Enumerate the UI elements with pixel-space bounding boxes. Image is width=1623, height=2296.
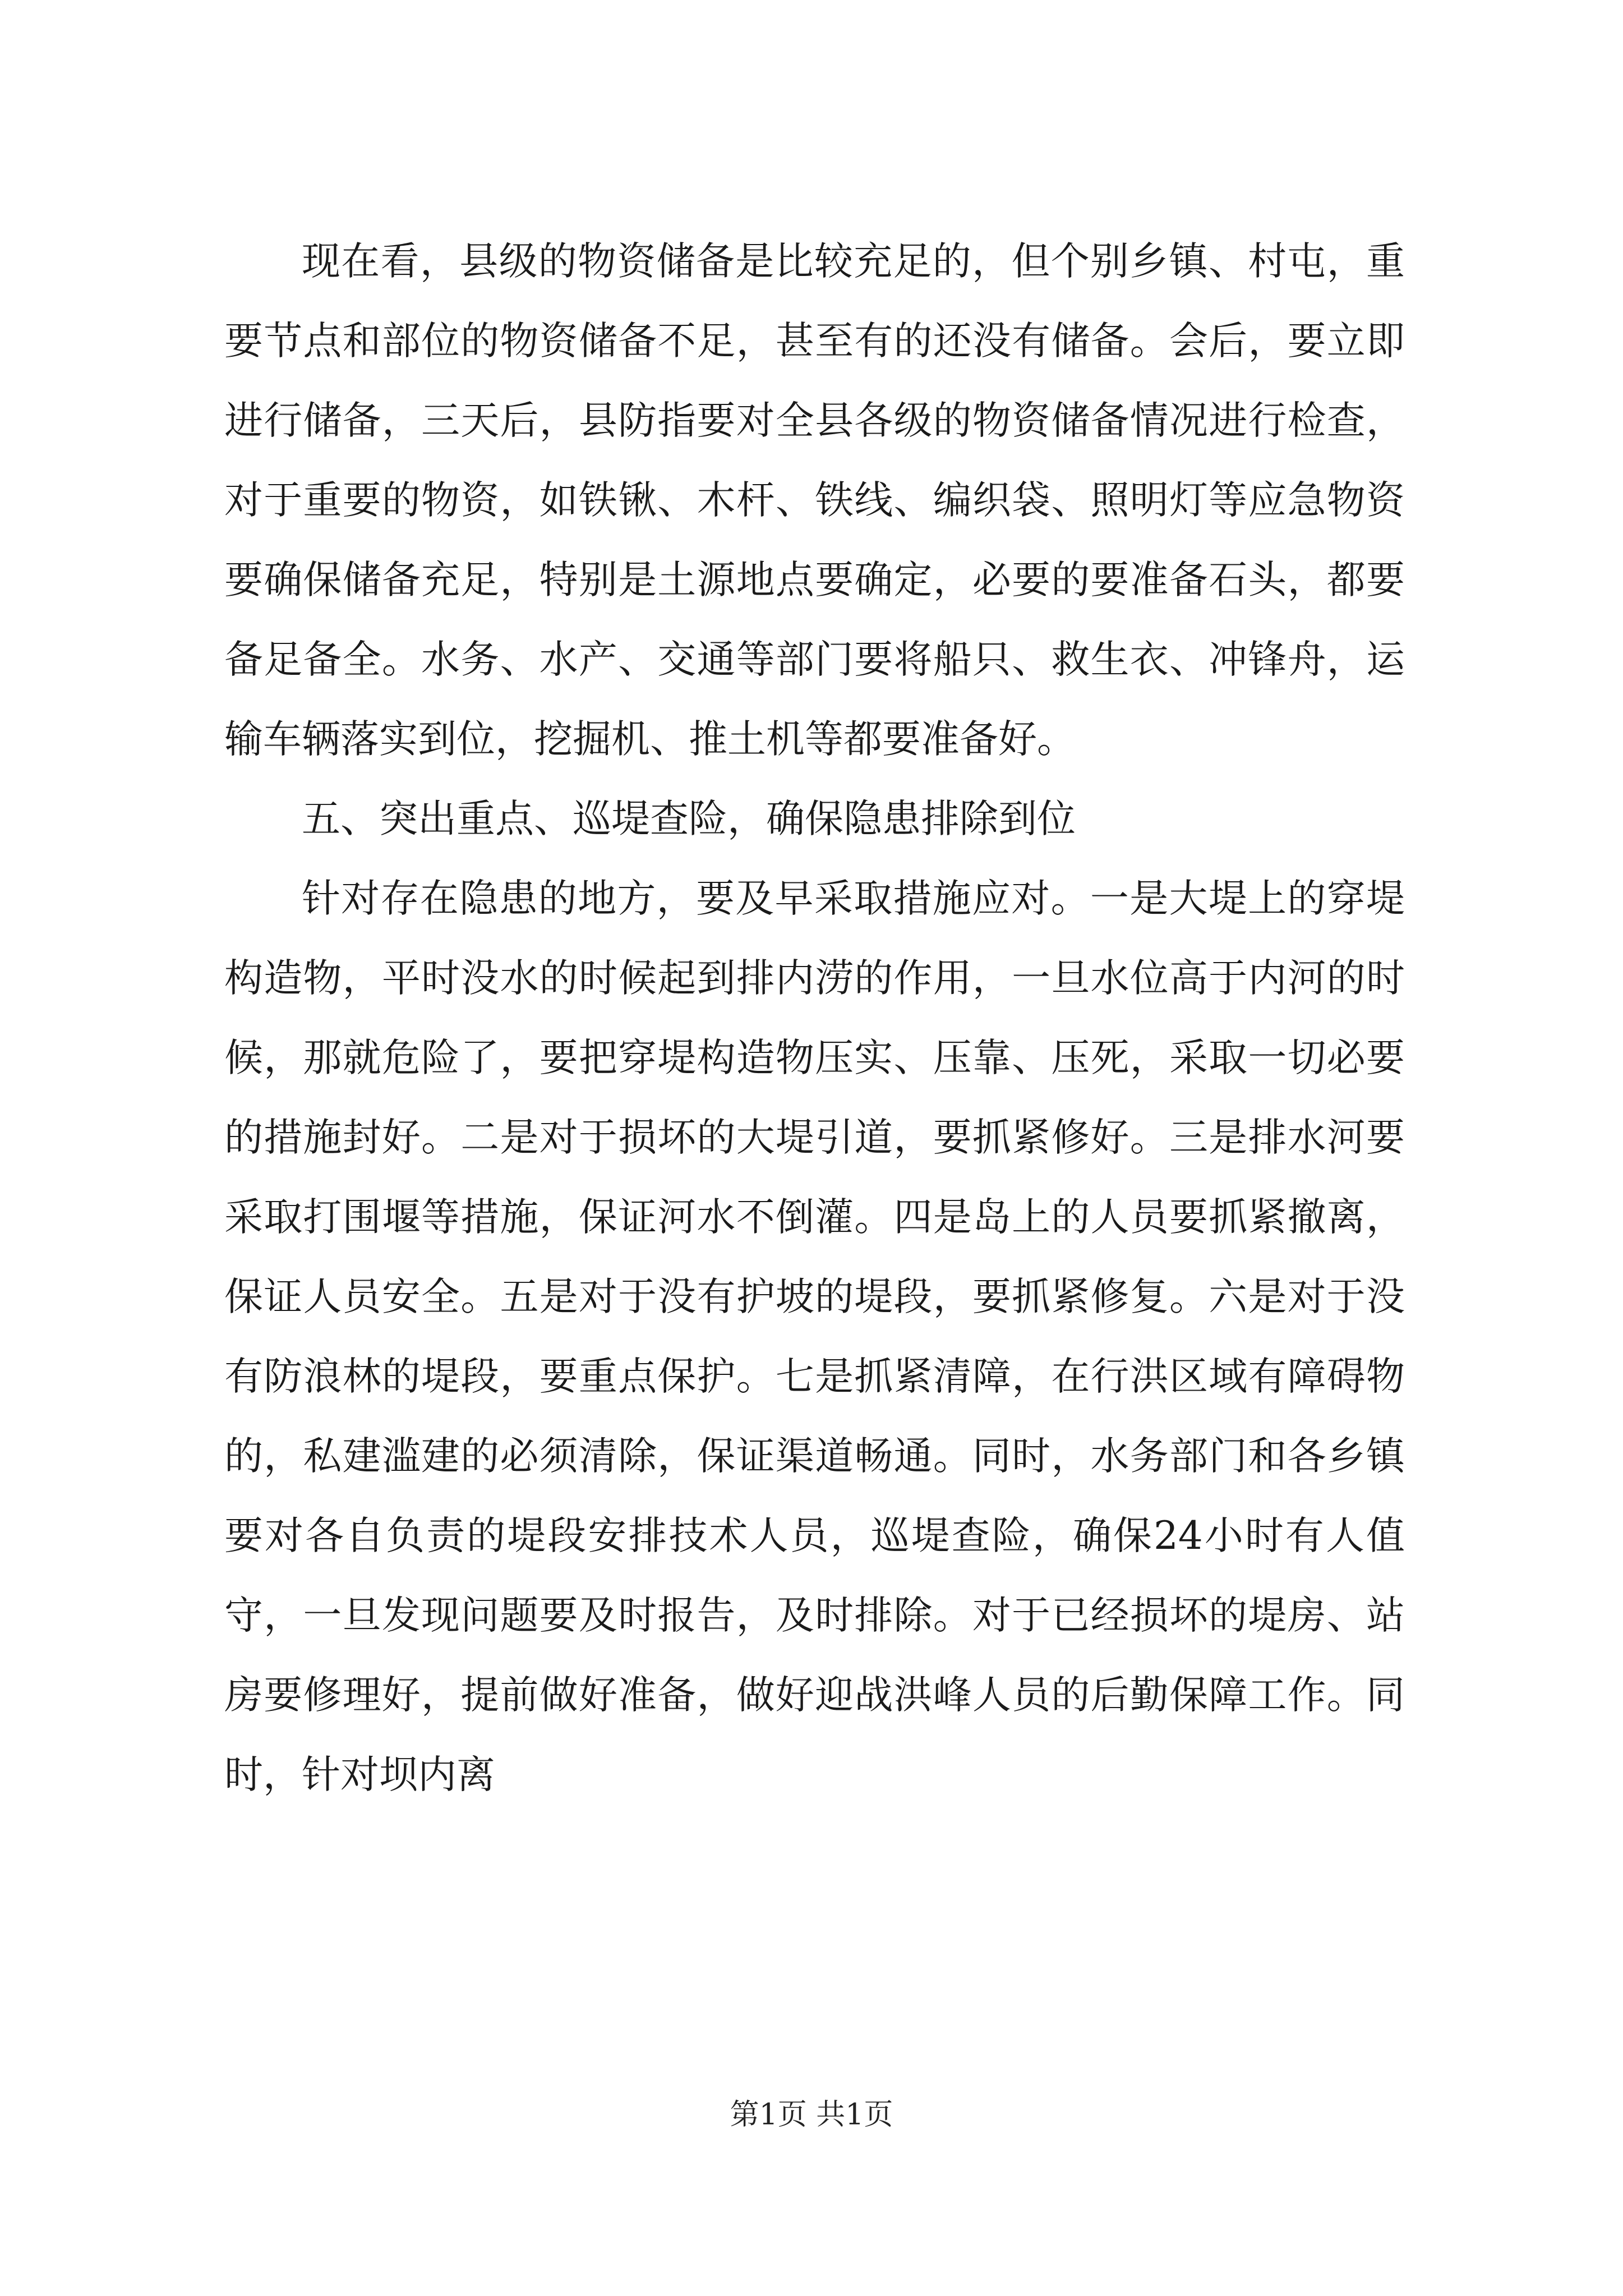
paragraph-hazard-measures: 针对存在隐患的地方，要及早采取措施应对。一是大堤上的穿堤构造物，平时没水的时候起到排内涝的作用，一旦水位高于内河的时候，那就危险了，要把穿堤构造物压实、压靠、压死，采取一切必要的措施封好。二是对于损坏的大堤引道，要抓紧修好。三是排水河要采取打围堰等措施，保证河水不倒灌。四是岛上的人员要抓紧撤离，保证人员安全。五是对于没有护坡的堤段，要抓紧修复。六是对于没有防浪林的堤段，要重点保护。七是抓紧清障，在行洪区域有障碍物的，私建滥建的必须清除，保证渠道畅通。同时，水务部门和各乡镇要对各自负责的堤段安排技术人员，巡堤查险，确保24小时有人值守，一旦发现问题要及时报告，及时排除。对于已经损坏的堤房、站房要修理好，提前做好准备，做好迎战洪峰人员的后勤保障工作。同时，针对坝内离	[224, 876, 1405, 1797]
section-heading-five: 五、突出重点、巡堤查险，确保隐患排除到位	[302, 797, 1076, 841]
document-body	[224, 222, 1405, 1815]
paragraph-material-reserves: 现在看，县级的物资储备是比较充足的，但个别乡镇、村屯，重要节点和部位的物资储备不足，甚至有的还没有储备。会后，要立即进行储备，三天后，县防指要对全县各级的物资储备情况进行检查，对于重要的物资，如铁锹、木杆、铁线、编织袋、照明灯等应急物资要确保储备充足，特别是土源地点要确定，必要的要准备石头，都要备足备全。水务、水产、交通等部门要将船只、救生衣、冲锋舟，运输车辆落实到位，挖掘机、推土机等都要准备好。	[224, 239, 1405, 762]
page-footer: 第1页 共1页	[730, 2098, 893, 2132]
